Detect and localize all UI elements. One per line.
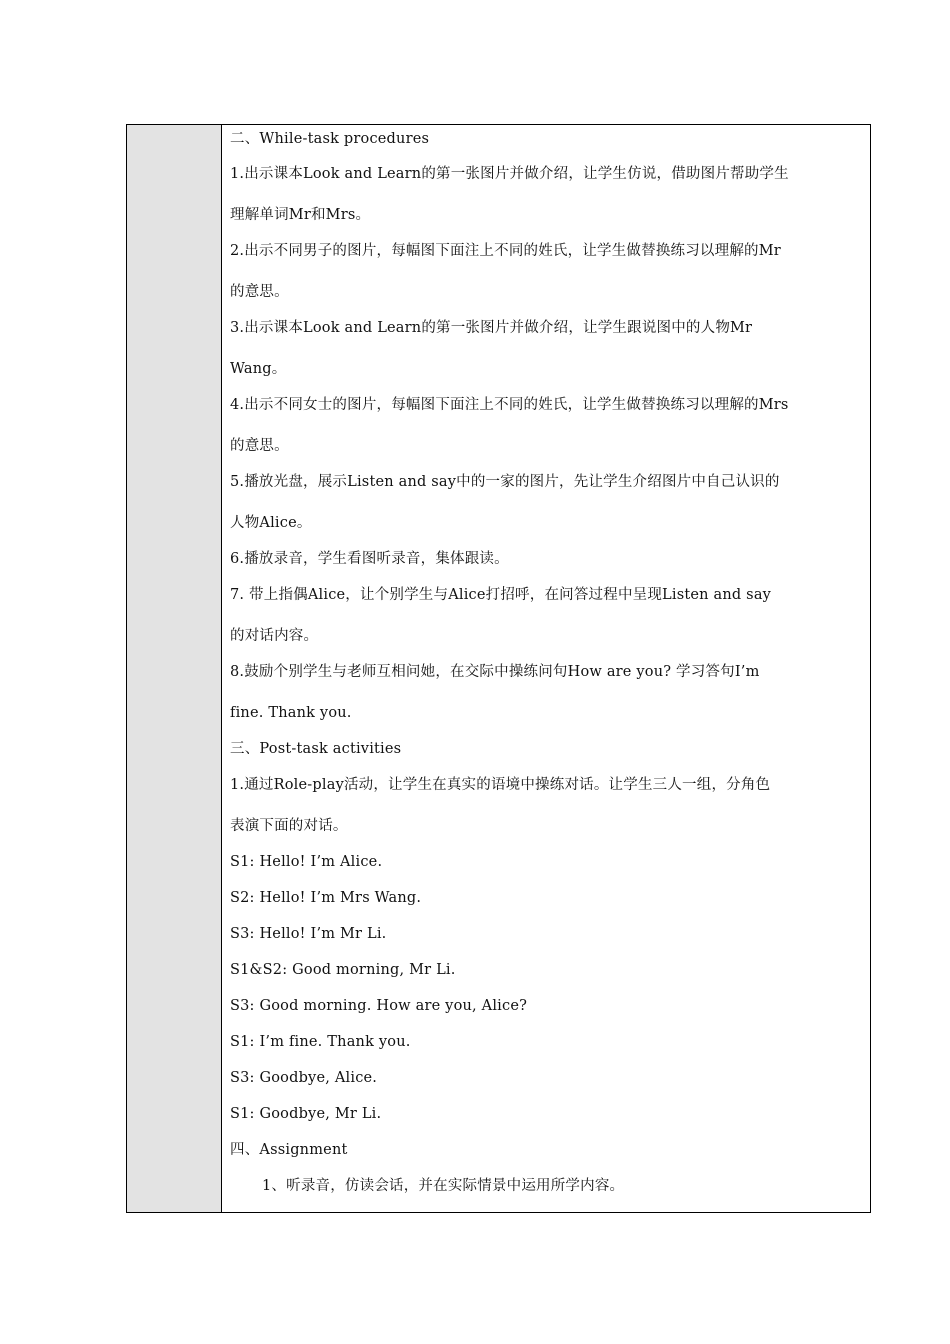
text-line: 8.鼓励个别学生与老师互相问她，在交际中操练问句How are you? 学习答句I’m [230,664,760,680]
text-line: 1.出示课本Look and Learn的第一张图片并做介绍，让学生仿说，借助图片帮助学生 [230,166,789,182]
text-line: 理解单词Mr和Mrs。 [230,207,371,223]
text-line: fine. Thank you. [230,705,352,721]
text-line: 表演下面的对话。 [230,818,348,834]
text-line: Wang。 [230,361,287,377]
dialogue-line: S3: Hello! I’m Mr Li. [230,926,387,942]
dialogue-line: S3: Goodbye, Alice. [230,1070,378,1086]
text-line: 的对话内容。 [230,628,319,644]
text-line: 5.播放光盘，展示Listen and say中的一家的图片，先让学生介绍图片中自己认识的 [230,474,780,490]
dialogue-line: S1&S2: Good morning, Mr Li. [230,962,456,978]
text-line: 的意思。 [230,284,289,300]
section-heading-while-task: 二、While-task procedures [230,131,430,147]
text-line: 人物Alice。 [230,515,312,531]
text-line: 7. 带上指偶Alice，让个别学生与Alice打招呼，在问答过程中呈现Listen and say [230,587,772,603]
dialogue-line: S1: Hello! I’m Alice. [230,854,383,870]
lesson-table [126,124,871,1213]
dialogue-line: S1: I’m fine. Thank you. [230,1034,411,1050]
section-heading-post-task: 三、Post-task activities [230,741,402,757]
text-line: 4.出示不同女士的图片，每幅图下面注上不同的姓氏，让学生做替换练习以理解的Mrs [230,397,789,413]
assignment-item: 1、听录音，仿读会话，并在实际情景中运用所学内容。 [262,1178,625,1194]
dialogue-line: S2: Hello! I’m Mrs Wang. [230,890,422,906]
dialogue-line: S3: Good morning. How are you, Alice? [230,998,528,1014]
text-line: 6.播放录音，学生看图听录音，集体跟读。 [230,551,509,567]
dialogue-line: S1: Goodbye, Mr Li. [230,1106,382,1122]
label-column-cell [127,125,222,1212]
content-cell [222,125,870,1212]
section-heading-assignment: 四、Assignment [230,1142,348,1158]
text-line: 2.出示不同男子的图片，每幅图下面注上不同的姓氏，让学生做替换练习以理解的Mr [230,243,781,259]
text-line: 1.通过Role-play活动，让学生在真实的语境中操练对话。让学生三人一组，分角色 [230,777,771,793]
text-line: 的意思。 [230,438,289,454]
text-line: 3.出示课本Look and Learn的第一张图片并做介绍，让学生跟说图中的人物Mr [230,320,753,336]
